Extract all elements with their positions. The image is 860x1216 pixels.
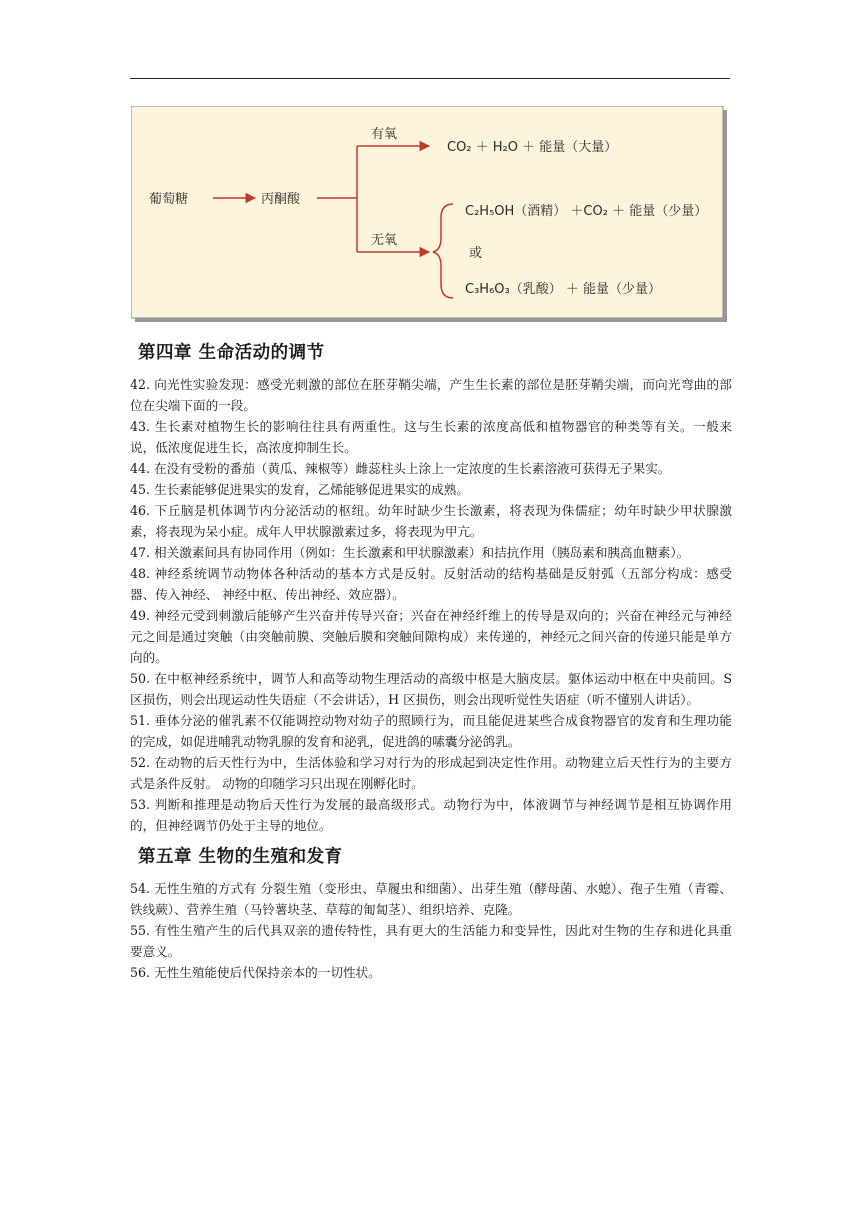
chapter4-item-53: 53. 判断和推理是动物后天性行为发展的最高级形式。动物行为中，体液调节与神经调节是相互协调作用的，但神经调节仍处于主导的地位。 xyxy=(130,797,732,833)
chapter4-item-46: 46. 下丘脑是机体调节内分泌活动的枢纽。幼年时缺少生长激素，将表现为侏儒症；幼年时缺少甲状腺激素，将表现为呆小症。成年人甲状腺激素过多，将表现为甲亢。 xyxy=(130,503,732,539)
chapter4-item-45: 45. 生长素能够促进果实的发育，乙烯能够促进果实的成熟。 xyxy=(130,482,469,497)
chapter4-item-52: 52. 在动物的后天性行为中，生活体验和学习对行为的形成起到决定性作用。动物建立后天性行为的主要方式是条件反射。 动物的印随学习只出现在刚孵化时。 xyxy=(130,755,732,791)
chapter4-item-50: 50. 在中枢神经系统中，调节人和高等动物生理活动的高级中枢是大脑皮层。躯体运动中枢在中央前回。S 区损伤，则会出现运动性失语症（不会讲话），H 区损伤，则会出现听觉性失语症（听不懂别人讲话）。 xyxy=(130,671,732,707)
chapter4-item-49: 49. 神经元受到刺激后能够产生兴奋并传导兴奋；兴奋在神经纤维上的传导是双向的；兴奋在神经元与神经元之间是通过突触（由突触前膜、突触后膜和突触间隙构成）来传递的，神经元之间兴奋的传递只能是单方向的。 xyxy=(130,608,732,665)
chapter4-title: 第四章 生命活动的调节 xyxy=(138,343,325,363)
chapter4-item-43: 43. 生长素对植物生长的影响往往具有两重性。这与生长素的浓度高低和植物器官的种类等有关。一般来说，低浓度促进生长，高浓度抑制生长。 xyxy=(130,419,732,455)
chapter5-item-55: 55. 有性生殖产生的后代具双亲的遗传特性，具有更大的生活能力和变异性，因此对生物的生存和进化具重要意义。 xyxy=(130,923,732,959)
or-label: 或 xyxy=(469,246,483,261)
anaerobic-label: 无氧 xyxy=(371,233,398,248)
aerobic-label: 有氧 xyxy=(371,127,398,142)
document-body xyxy=(130,338,732,983)
chapter5-item-54: 54. 无性生殖的方式有 分裂生殖（变形虫、草履虫和细菌）、出芽生殖（酵母菌、水螅）、孢子生殖（青霉、铁线蕨）、营养生殖（马铃薯块茎、草莓的匍匐茎）、组织培养、克隆。 xyxy=(130,881,732,917)
chapter4-item-48: 48. 神经系统调节动物体各种活动的基本方式是反射。反射活动的结构基础是反射弧（五部分构成：感受器、传入神经、 神经中枢、传出神经、效应器）。 xyxy=(130,566,732,602)
ethanol-products: C₂H₅OH（酒精） ＋CO₂ ＋ 能量（少量） xyxy=(465,204,708,219)
chapter5-item-56: 56. 无性生殖能使后代保持亲本的一切性状。 xyxy=(130,965,381,980)
aerobic-products: CO₂ ＋ H₂O ＋ 能量（大量） xyxy=(447,140,618,155)
chapter4-item-42: 42. 向光性实验发现：感受光刺激的部位在胚芽鞘尖端，产生生长素的部位是胚芽鞘尖端，而向光弯曲的部位在尖端下面的一段。 xyxy=(130,377,732,413)
chapter4-item-44: 44. 在没有受粉的番茄（黄瓜、辣椒等）雌蕊柱头上涂上一定浓度的生长素溶液可获得无子果实。 xyxy=(130,461,671,476)
glucose-label: 葡萄糖 xyxy=(149,192,189,207)
header-rule xyxy=(130,78,730,79)
chapter4-item-51: 51. 垂体分泌的催乳素不仅能调控动物对幼子的照顾行为，而且能促进某些合成食物器官的发育和生理功能的完成，如促进哺乳动物乳腺的发育和泌乳，促进鸽的嗉囊分泌鸽乳。 xyxy=(130,713,732,749)
respiration-diagram xyxy=(131,106,729,324)
chapter5-title: 第五章 生物的生殖和发育 xyxy=(138,847,343,867)
lactic-products: C₃H₆O₃（乳酸） ＋ 能量（少量） xyxy=(465,282,661,297)
pyruvate-label: 丙酮酸 xyxy=(261,192,301,207)
chapter4-item-47: 47. 相关激素间具有协同作用（例如：生长激素和甲状腺激素）和拮抗作用（胰岛素和胰高血糖素）。 xyxy=(130,545,690,560)
